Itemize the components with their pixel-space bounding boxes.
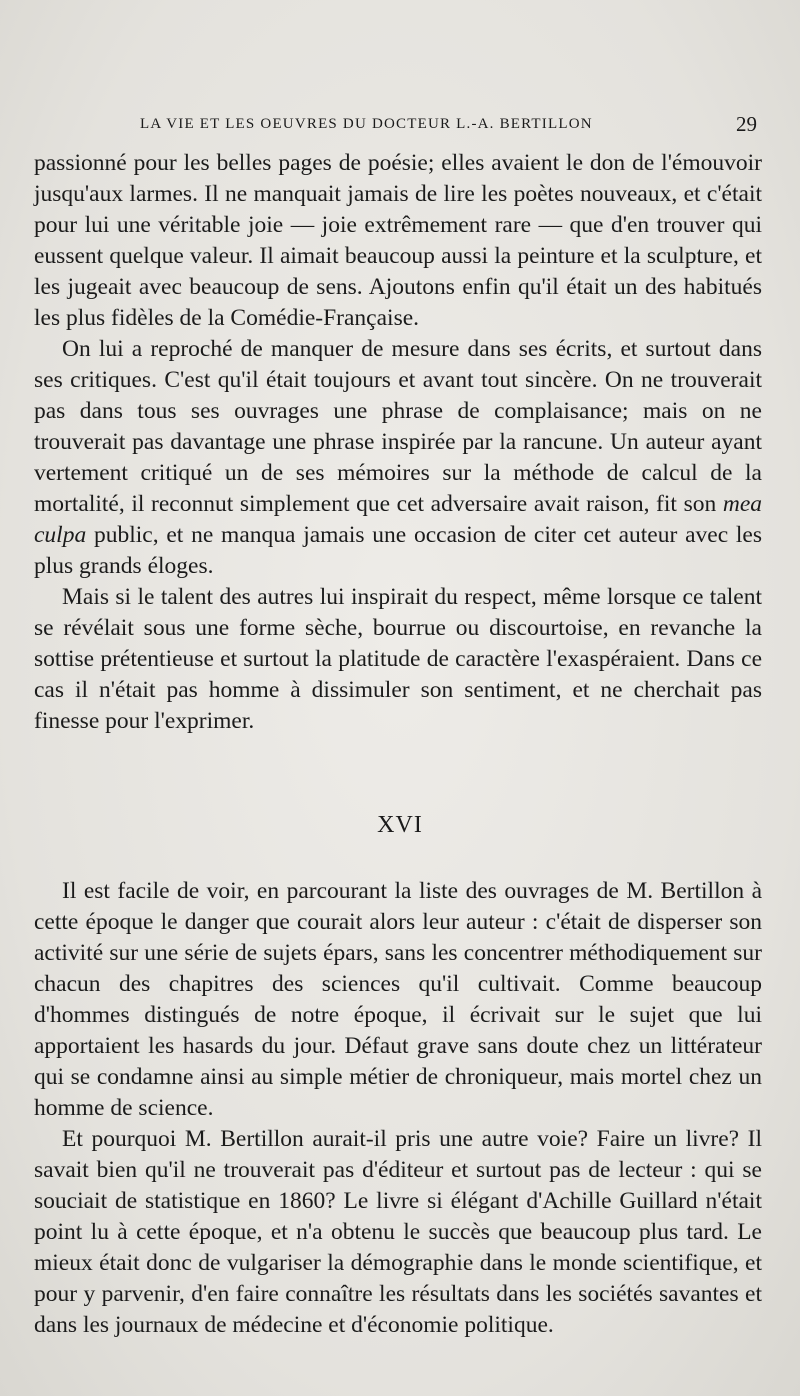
- paragraph-text: On lui a reproché de manquer de mesure dans ses écrits, et surtout dans ses critiques. C'est qu'il était toujours et avant tout sincère. On ne trouverait pas dans tous ses ouvrages une phrase de complaisance; mais on ne trouverait pas davantage une phrase inspirée par la rancune. Un auteur ayant vertement critiqué un de ses mémoires sur la méthode de calcul de la mortalité, il reconnut simplement que cet adversaire avait raison, fit son: [34, 336, 762, 517]
- running-title: LA VIE ET LES OEUVRES DU DOCTEUR L.-A. BERTILLON: [140, 116, 593, 132]
- paragraph: Et pourquoi M. Bertillon aurait-il pris une autre voie? Faire un livre? Il savait bien qu'il ne trouverait pas d'éditeur et surtout pas de lecteur : qui se souciait de statistique en 1860? Le livre si élégant d'Achille Guillard n'était point lu à cette époque, et n'a obtenu le succès que beaucoup plus tard. Le mieux était donc de vulgariser la démographie dans le monde scientifique, et pour y parvenir, d'en faire connaître les résultats dans les sociétés savantes et dans les journaux de médecine et d'économie politique.: [34, 1126, 762, 1338]
- italic-phrase: mea culpa: [34, 491, 762, 548]
- paragraph: Mais si le talent des autres lui inspirait du respect, même lorsque ce talent se révélait sous une forme sèche, bourrue ou discourtoise, en revanche la sottise prétentieuse et surtout la platitude de caractère l'exaspéraient. Dans ce cas il n'était pas homme à dissimuler son sentiment, et ne cherchait pas finesse pour l'exprimer.: [34, 584, 762, 734]
- paragraph: [34, 334, 762, 582]
- paragraph-text: public, et ne manqua jamais une occasion de citer cet auteur avec les plus grands éloges.: [34, 522, 762, 579]
- section-heading: XVI: [377, 812, 423, 838]
- page-number: 29: [736, 112, 757, 136]
- text-block-after-section: [34, 876, 762, 1341]
- paragraph: Il est facile de voir, en parcourant la liste des ouvrages de M. Bertillon à cette époque le danger que courait alors leur auteur : c'était de disperser son activité sur une série de sujets épars, sans les concentrer méthodiquement sur chacun des chapitres des sciences qu'il cultivait. Comme beaucoup d'hommes distingués de notre époque, il écrivait sur le sujet que lui apportaient les hasards du jour. Défaut grave sans doute chez un littérateur qui se condamne ainsi au simple métier de chroniqueur, mais mortel chez un homme de science.: [34, 878, 762, 1121]
- text-block-before-section: [34, 148, 762, 737]
- page-header: [0, 112, 800, 142]
- paragraph: passionné pour les belles pages de poésie; elles avaient le don de l'émouvoir jusqu'aux larmes. Il ne manquait jamais de lire les poètes nouveaux, et c'était pour lui une véritable joie — joie extrêmement rare — que d'en trouver qui eussent quelque valeur. Il aimait beaucoup aussi la peinture et la sculpture, et les jugeait avec beaucoup de sens. Ajoutons enfin qu'il était un des habitués les plus fidèles de la Comédie-Française.: [34, 150, 762, 331]
